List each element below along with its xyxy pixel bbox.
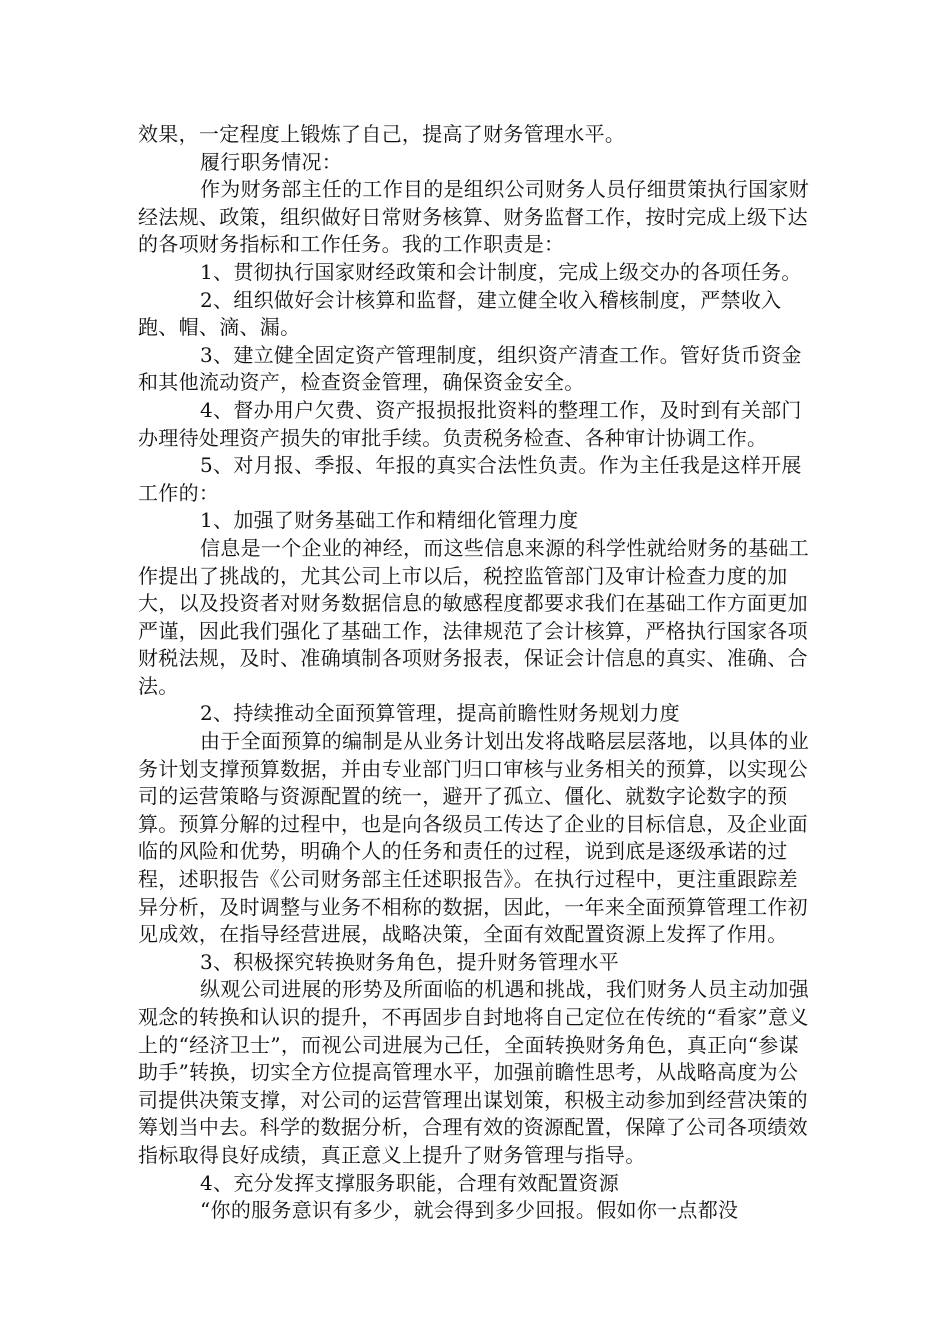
list-item: 1、贯彻执行国家财经政策和会计制度，完成上级交办的各项任务。 — [200, 259, 802, 284]
paragraph: “你的服务意识有多少，就会得到多少回报。假如你一点都没 — [200, 1198, 739, 1223]
subheading: 3、积极探究转换财务角色，提升财务管理水平 — [200, 949, 620, 974]
paragraph: 效果，一定程度上锻炼了自己，提高了财务管理水平。 — [138, 122, 626, 146]
section-heading: 履行职务情况： — [200, 149, 343, 174]
paragraph: 纵观公司进展的形势及所面临的机遇和挑战，我们财务人员主动加强观念的转换和认识的提升，不再固步自封地将自己定位在传统的“看家”意义上的“经济卫士”，而视公司进展为己任，全面转换财务角色，真正向“参谋助手”转换，切实全方位提高管理水平，加强前瞻性思考，从战略高度为公司提供决策支撑，对公司的运营管理出谋划策，积极主动参加到经营决策的筹划当中去。科学的数据分析，合理有效的资源配置，保障了公司各项绩效指标取得良好成绩，真正意义上提升了财务管理与指导。 — [138, 977, 809, 1167]
subheading: 4、充分发挥支撑服务职能，合理有效配置资源 — [200, 1170, 620, 1195]
subheading: 1、加强了财务基础工作和精细化管理力度 — [200, 508, 579, 533]
subheading: 2、持续推动全面预算管理，提高前瞻性财务规划力度 — [200, 701, 680, 726]
paragraph: 作为财务部主任的工作目的是组织公司财务人员仔细贯策执行国家财经法规、政策，组织做好日常财务核算、财务监督工作，按时完成上级下达的各项财务指标和工作任务。我的工作职责是： — [138, 177, 809, 257]
list-item: 5、对月报、季报、年报的真实合法性负责。作为主任我是这样开展工作的： — [138, 453, 802, 505]
paragraph: 信息是一个企业的神经，而这些信息来源的科学性就给财务的基础工作提出了挑战的，尤其公司上市以后，税控监管部门及审计检查力度的加大，以及投资者对财务数据信息的敏感程度都要求我们在基础工作方面更加严谨，因此我们强化了基础工作，法律规范了会计核算，严格执行国家各项财税法规，及时、准确填制各项财务报表，保证会计信息的真实、准确、合法。 — [138, 535, 809, 698]
list-item: 4、督办用户欠费、资产报损报批资料的整理工作，及时到有关部门办理待处理资产损失的审批手续。负责税务检查、各种审计协调工作。 — [138, 397, 802, 450]
paragraph: 由于全面预算的编制是从业务计划出发将战略层层落地，以具体的业务计划支撑预算数据，并由专业部门归口审核与业务相关的预算，以实现公司的运营策略与资源配置的统一，避开了孤立、僵化、就数字论数字的预算。预算分解的过程中，也是向各级员工传达了企业的目标信息，及企业面临的风险和优势，明确个人的任务和责任的过程，说到底是逐级承诺的过程，述职报告《公司财务部主任述职报告》。在执行过程中，更注重跟踪差异分析，及时调整与业务不相称的数据，因此，一年来全面预算管理工作初见成效，在指导经营进展，战略决策，全面有效配置资源上发挥了作用。 — [138, 729, 809, 947]
document-body — [138, 121, 810, 1225]
list-item: 2、组织做好会计核算和监督，建立健全收入稽核制度，严禁收入跑、帽、滴、漏。 — [138, 287, 782, 340]
list-item: 3、建立健全固定资产管理制度，组织资产清查工作。管好货币资金和其他流动资产，检查资金管理，确保资金安全。 — [138, 342, 802, 395]
